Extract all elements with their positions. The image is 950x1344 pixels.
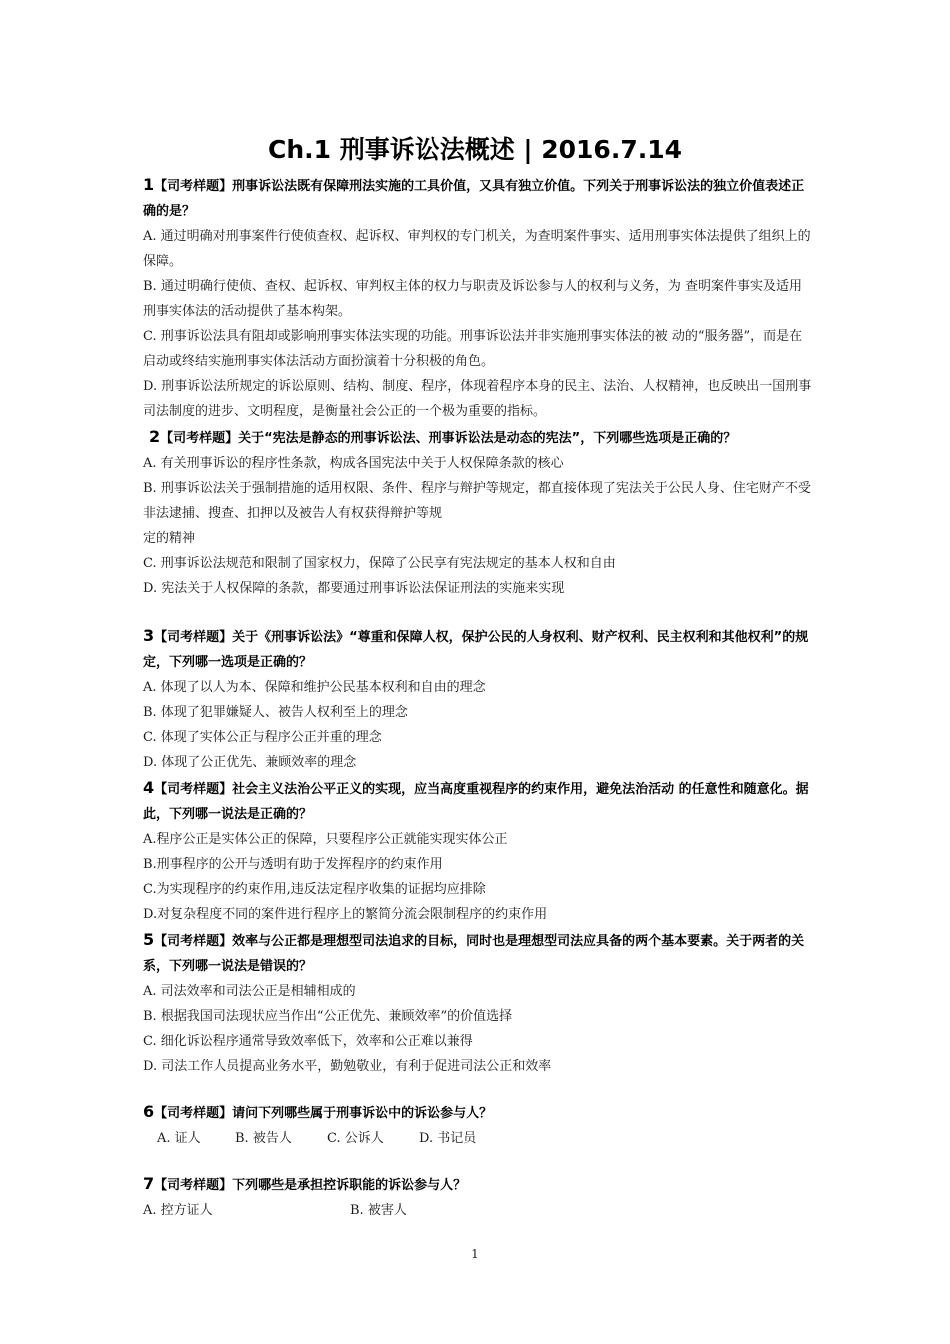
- question-6-option-d: D. 书记员: [419, 1131, 477, 1146]
- question-4: [143, 775, 813, 927]
- question-text: 【司考样题】请问下列哪些属于刑事诉讼中的诉讼参与人？: [154, 1106, 493, 1121]
- question-number: 2: [149, 427, 161, 446]
- question-4-option-d: D.对复杂程度不同的案件进行程序上的繁简分流会限制程序的约束作用: [143, 907, 548, 922]
- question-number: 7: [143, 1174, 155, 1193]
- question-6: [143, 1099, 813, 1151]
- question-2-option-b: B. 刑事诉讼法关于强制措施的适用权限、条件、程序与辩护等规定，都直接体现了宪法关于公民人身、住宅财产不受非法逮捕、搜查、扣押以及被告人有权获得辩护等规: [143, 481, 811, 521]
- question-2-option-c: C. 刑事诉讼法规范和限制了国家权力，保障了公民享有宪法规定的基本人权和自由: [143, 556, 616, 571]
- question-2-options: [143, 451, 813, 601]
- question-number: 4: [143, 778, 155, 797]
- question-6-option-a: A. 证人: [157, 1131, 201, 1146]
- question-1-option-d: D. 刑事诉讼法所规定的诉讼原则、结构、制度、程序，体现着程序本身的民主、法治、人权精神，也反映出一国刑事司法制度的进步、文明程度，是衡量社会公正的一个极为重要的指标。: [143, 379, 812, 419]
- question-2-title: [149, 424, 813, 451]
- question-text: 【司考样题】关于“宪法是静态的刑事诉讼法、刑事诉讼法是动态的宪法”，下列哪些选项是正确的？: [160, 431, 737, 446]
- question-3-option-b: B. 体现了犯罪嫌疑人、被告人权利至上的理念: [143, 705, 408, 720]
- question-2-option-a: A. 有关刑事诉讼的程序性条款，构成各国宪法中关于人权保障条款的核心: [143, 456, 564, 471]
- question-2-option-b-continued: 定的精神: [143, 531, 196, 546]
- question-number: 1: [143, 175, 155, 194]
- question-6-option-c: C. 公诉人: [327, 1131, 384, 1146]
- question-text: 【司考样题】关于《刑事诉讼法》“尊重和保障人权，保护公民的人身权利、财产权利、民主权利和其他权利”的规定，下列哪一选项是正确的？: [143, 630, 809, 670]
- question-5-title: [143, 927, 813, 979]
- question-list: [143, 172, 813, 1223]
- question-7: [143, 1171, 813, 1223]
- question-7-option-a: A. 控方证人: [143, 1203, 213, 1218]
- question-text: 【司考样题】下列哪些是承担控诉职能的诉讼参与人？: [154, 1178, 467, 1193]
- question-4-option-c: C.为实现程序的约束作用,违反法定程序收集的证据均应排除: [143, 882, 486, 897]
- question-2-option-d: D. 宪法关于人权保障的条款，都要通过刑事诉讼法保证刑法的实施来实现: [143, 581, 565, 596]
- question-7-title: [143, 1171, 813, 1198]
- question-text: 【司考样题】社会主义法治公平正义的实现，应当高度重视程序的约束作用，避免法治活动 的任意性和随意化。据此，下列哪一说法是正确的？: [143, 782, 809, 822]
- question-2: [143, 424, 813, 451]
- question-3-title: [143, 623, 813, 675]
- question-7-option-b: B. 被害人: [350, 1203, 407, 1218]
- question-5-option-a: A. 司法效率和司法公正是相辅相成的: [143, 984, 356, 999]
- question-4-option-a: A.程序公正是实体公正的保障，只要程序公正就能实现实体公正: [143, 832, 508, 847]
- question-1-option-b: B. 通过明确行使侦、查权、起诉权、审判权主体的权力与职责及诉讼参与人的权利与义务，为 查明案件事实及适用刑事实体法的活动提供了基本构架。: [143, 279, 802, 319]
- question-4-option-b: B.刑事程序的公开与透明有助于发挥程序的约束作用: [143, 857, 443, 872]
- question-number: 6: [143, 1102, 155, 1121]
- question-3-option-d: D. 体现了公正优先、兼顾效率的理念: [143, 755, 357, 770]
- question-3-option-c: C. 体现了实体公正与程序公正并重的理念: [143, 730, 382, 745]
- question-6-option-b: B. 被告人: [235, 1131, 292, 1146]
- question-5-option-b: B. 根据我国司法现状应当作出“公正优先、兼顾效率”的价值选择: [143, 1009, 513, 1024]
- question-3: [143, 623, 813, 775]
- question-text: 【司考样题】效率与公正都是理想型司法追求的目标，同时也是理想型司法应具备的两个基本要素。关于两者的关系，下列哪一说法是错误的？: [143, 934, 805, 974]
- document-title: Ch.1 刑事诉讼法概述 | 2016.7.14: [267, 135, 683, 164]
- question-1: [143, 172, 813, 424]
- question-1-option-a: A. 通过明确对刑事案件行使侦查权、起诉权、审判权的专门机关，为查明案件事实、适用刑事实体法提供了组织上的保障。: [143, 229, 811, 269]
- question-text: 【司考样题】刑事诉讼法既有保障刑法实施的工具价值，又具有独立价值。下列关于刑事诉讼法的独立价值表述正确的是？: [143, 179, 805, 219]
- question-1-option-c: C. 刑事诉讼法具有阻却或影响刑事实体法实现的功能。刑事诉讼法并非实施刑事实体法的被 动的“服务器”，而是在启动或终结实施刑事实体法活动方面扮演着十分积极的角色。: [143, 329, 803, 369]
- question-1-title: [143, 172, 813, 224]
- question-4-title: [143, 775, 813, 827]
- question-number: 3: [143, 626, 155, 645]
- question-7-options: [143, 1198, 813, 1223]
- question-6-title: [143, 1099, 813, 1126]
- question-5-option-d: D. 司法工作人员提高业务水平，勤勉敬业，有利于促进司法公正和效率: [143, 1059, 552, 1074]
- question-5-option-c: C. 细化诉讼程序通常导致效率低下，效率和公正难以兼得: [143, 1034, 473, 1049]
- question-5: [143, 927, 813, 1079]
- page-number: 1: [471, 1247, 479, 1261]
- question-3-option-a: A. 体现了以人为本、保障和维护公民基本权利和自由的理念: [143, 680, 486, 695]
- question-6-options: [143, 1126, 813, 1151]
- question-number: 5: [143, 930, 155, 949]
